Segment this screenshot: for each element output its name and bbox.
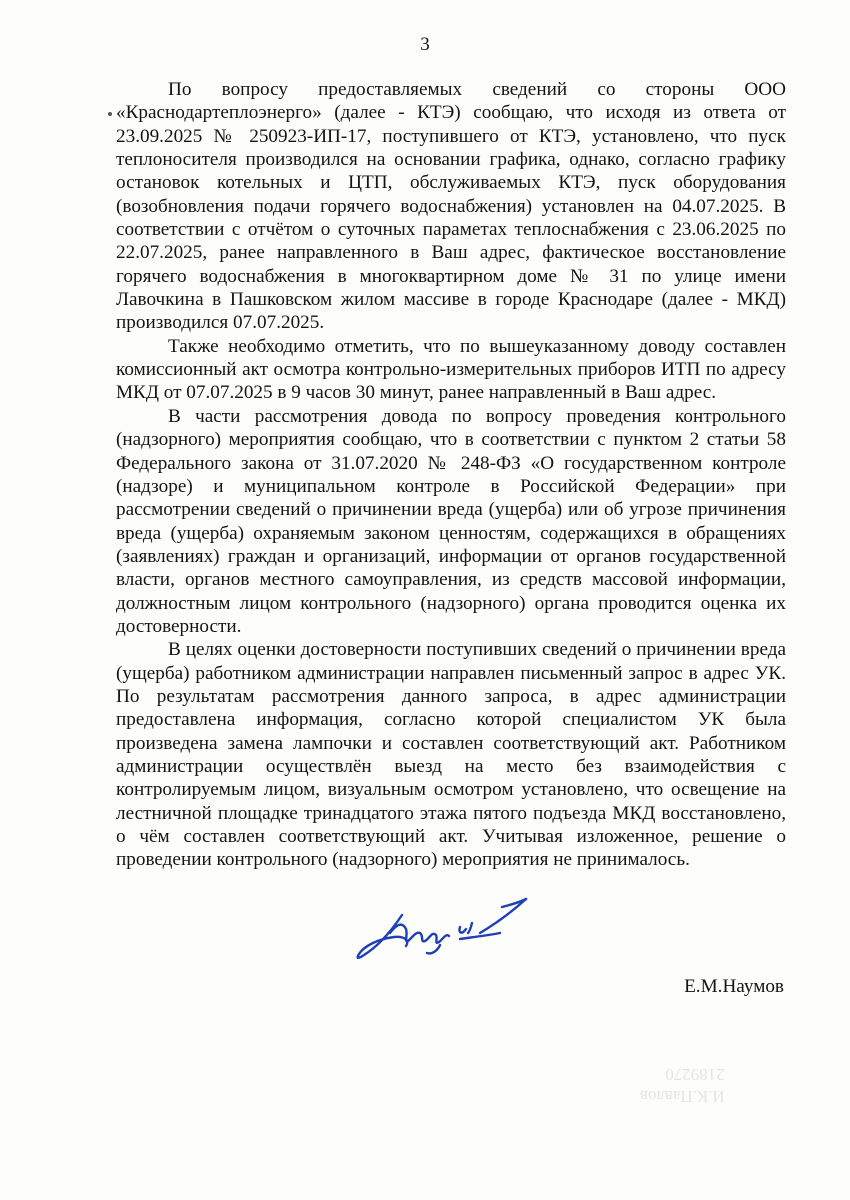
paragraph-lighting-check: В целях оценки достоверности поступивших сведений о причинении вреда (ущерба) работником администрации направлен письменный запрос в адрес УК. По результатам рассмотрения данного запроса, в адрес администрации предоставлена информация, согласно которой специалистом УК была произведена замена лампочки и составлен соответствующий акт. Работником администрации осуществлён выезд на место без взаимодействия с контролируемым лицом, визуальным осмотром установлено, что освещение на лестничной площадке тринадцатого этажа пятого подъезда МКД восстановлено, о чём составлен соответствующий акт. Учитывая изложенное, решение о проведении контрольного (надзорного) мероприятия не принималось.: [116, 639, 786, 871]
show-through-stamp-text: [640, 1063, 725, 1107]
paragraph-inspection-act: Также необходимо отметить, что по вышеуказанному доводу составлен комиссионный акт осмотра контрольно-измерительных приборов ИТП по адресу МКД от 07.07.2025 в 9 часов 30 минут, ранее направленный в Ваш адрес.: [116, 335, 786, 404]
signer-name: Е.М.Наумов: [684, 976, 784, 997]
letter-body: [116, 78, 786, 872]
page-number: 3: [420, 34, 430, 55]
handwritten-signature: [350, 893, 530, 973]
show-through-line-phone: 2189270: [665, 1065, 725, 1084]
scan-artifact-dot: [108, 112, 112, 116]
paragraph-heat-supply: По вопросу предоставляемых сведений со стороны ООО «Краснодартеплоэнерго» (далее - КТЭ) сообщаю, что исходя из ответа от 23.09.2025 № 250923-ИП-17, поступившего от КТЭ, установлено, что пуск теплоносителя производился на основании графика, однако, согласно графику остановок котельных и ЦТП, обслуживаемых КТЭ, пуск оборудования (возобновления подачи горячего водоснабжения) установлен на 04.07.2025. В соответствии с отчётом о суточных параметах теплоснабжения с 23.06.2025 по 22.07.2025, ранее направленного в Ваш адрес, фактическое восстановление горячего водоснабжения в многоквартирном доме № 31 по улице имени Лавочкина в Пашковском жилом массиве в городе Краснодаре (далее - МКД) производился 07.07.2025.: [116, 79, 786, 334]
paragraph-control-measure: В части рассмотрения довода по вопросу проведения контрольного (надзорного) мероприятия сообщаю, что в соответствии с пунктом 2 статьи 58 Федерального закона от 31.07.2020 № 248-ФЗ «О государственном контроле (надзоре) и муниципальном контроле в Российской Федерации» при рассмотрении сведений о причинении вреда (ущерба) или об угрозе причинения вреда (ущерба) охраняемым законом ценностям, содержащихся в обращениях (заявлениях) граждан и организаций, информации от органов государственной власти, органов местного самоуправления, из средств массовой информации, должностным лицом контрольного (надзорного) органа проводится оценка их достоверности.: [116, 405, 786, 637]
show-through-line-name: И.К.Павлов: [640, 1087, 725, 1106]
